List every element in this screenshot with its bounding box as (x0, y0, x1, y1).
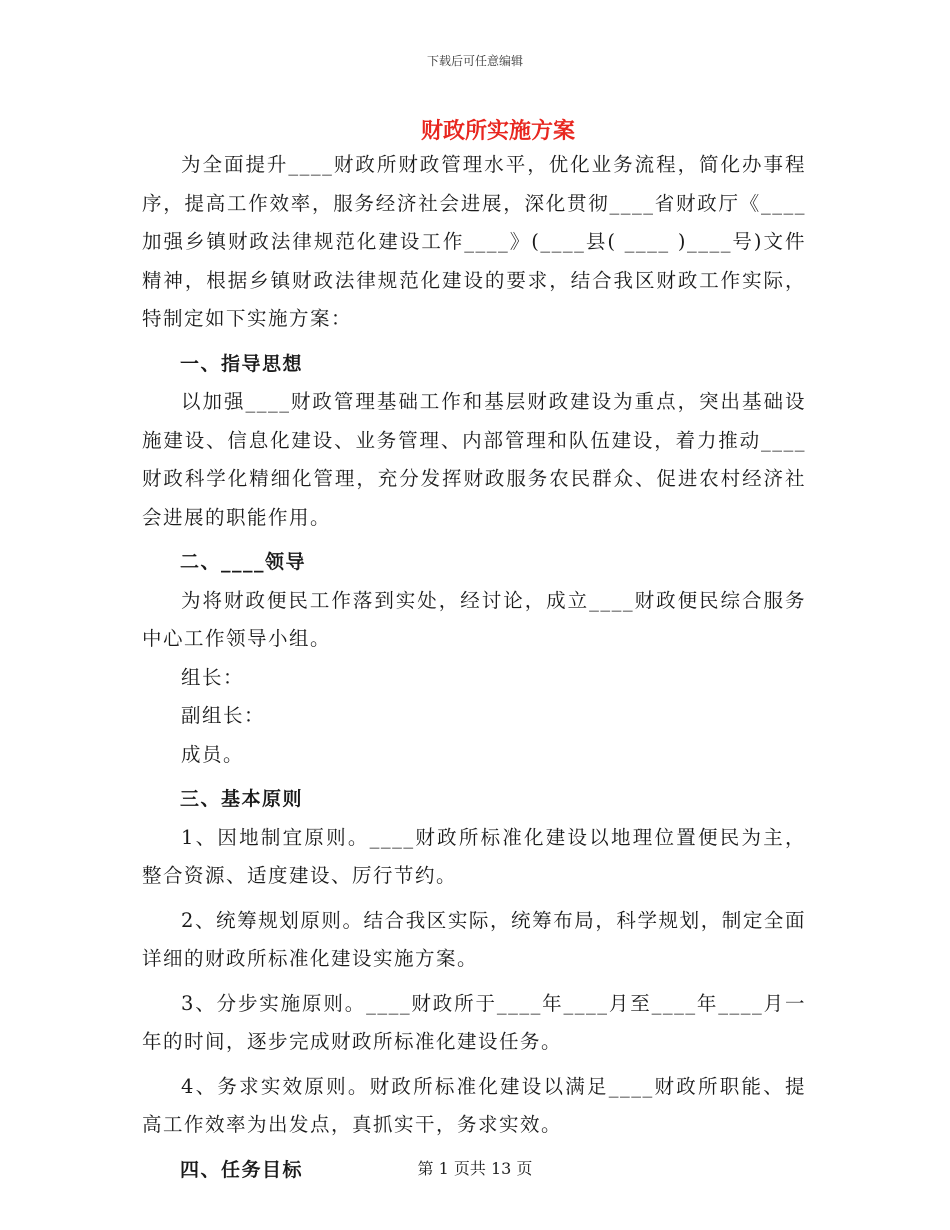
members-line: 成员。 (181, 742, 245, 766)
leader-line: 组长： (181, 665, 245, 689)
header-note: 下载后可任意编辑 (426, 54, 523, 68)
principle-1: 1、因地制宜原则。____财政所标准化建设以地理位置便民为主，整合资源、适度建设、厉行节约。 (142, 825, 806, 887)
principle-2: 2、统筹规划原则。结合我区实际，统筹布局，科学规划，制定全面详细的财政所标准化建设实施方案。 (142, 908, 806, 970)
principle-3: 3、分步实施原则。____财政所于____年____月至____年____月一年的时间，逐步完成财政所标准化建设任务。 (142, 991, 806, 1053)
paragraph-leadership: 为将财政便民工作落到实处，经讨论，成立____财政便民综合服务中心工作领导小组。 (142, 588, 806, 650)
section-heading-1: 一、指导思想 (180, 352, 304, 375)
paragraph-guiding-thought: 以加强____财政管理基础工作和基层财政建设为重点，突出基础设施建设、信息化建设、业务管理、内部管理和队伍建设，着力推动____财政科学化精细化管理，充分发挥财政服务农民群众、促进农村经济社会进展的职能作用。 (142, 390, 806, 529)
section-heading-3: 三、基本原则 (180, 788, 304, 810)
document-body (142, 146, 806, 1189)
intro-paragraph: 为全面提升____财政所财政管理水平，优化业务流程，简化办事程序，提高工作效率，服务经济社会进展，深化贯彻____省财政厅《____加强乡镇财政法律规范化建设工作____》(____县( ____ )____号)文件精神，根据乡镇财政法律规范化建设的要求，结合我区财政工作实际，特制定如下实施方案： (142, 153, 806, 330)
principle-4: 4、务求实效原则。财政所标准化建设以满足____财政所职能、提高工作效率为出发点，真抓实干，务求实效。 (142, 1074, 806, 1136)
document-title: 财政所实施方案 (420, 119, 575, 144)
section-heading-4: 四、任务目标 (180, 1158, 304, 1181)
deputy-leader-line: 副组长： (181, 704, 266, 727)
section-heading-2: 二、____领导 (180, 551, 307, 573)
page-footer: 第 1 页共 13 页 (417, 1159, 533, 1178)
